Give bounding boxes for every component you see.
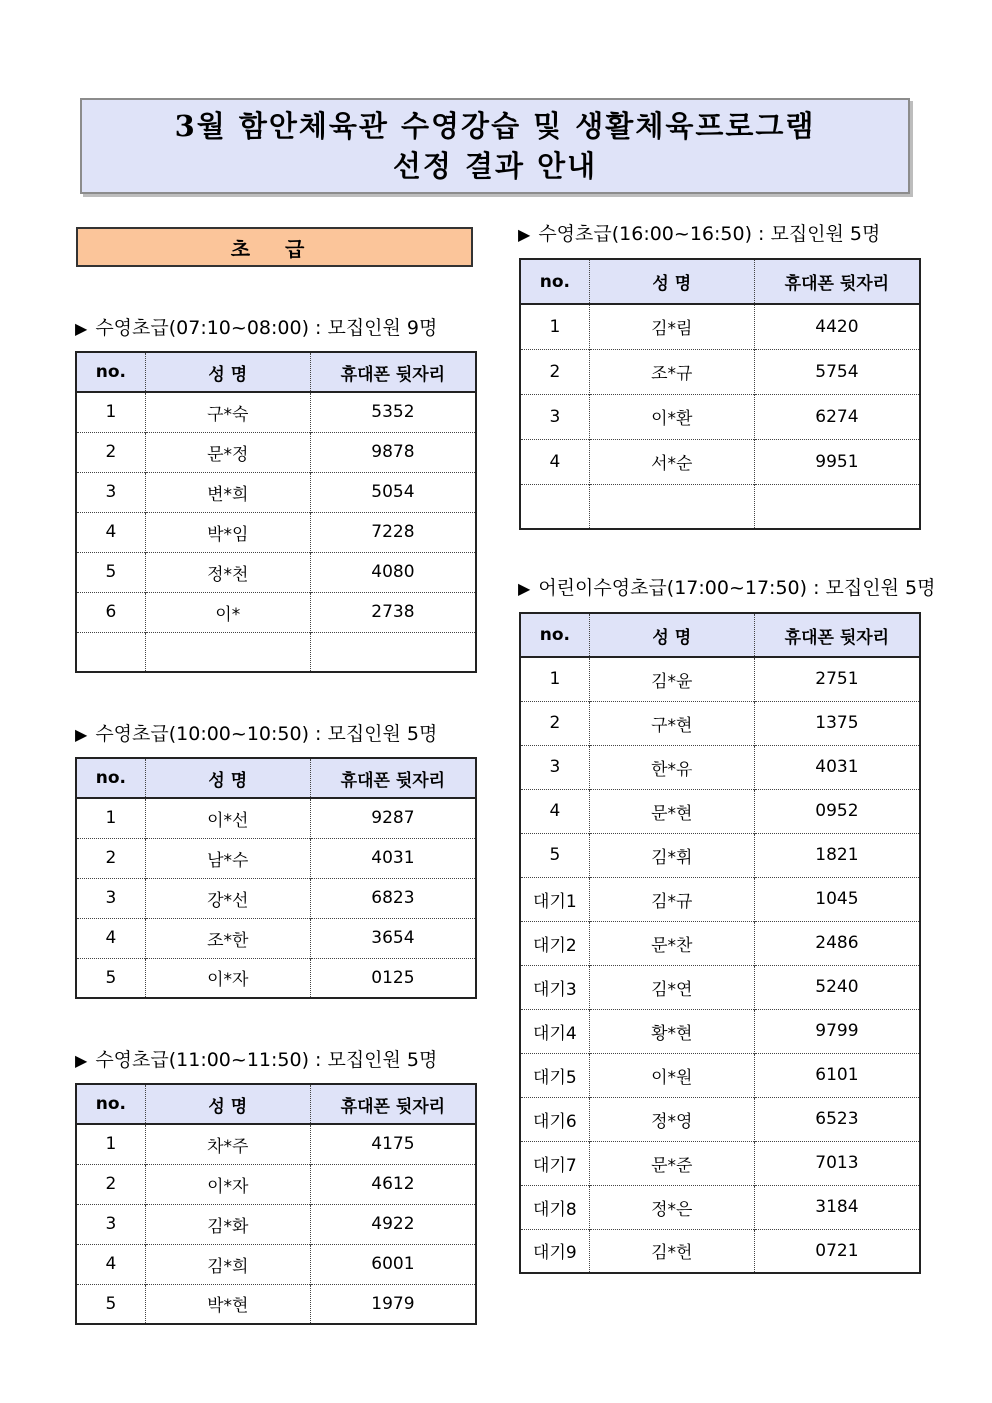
- cell-phone: 7013: [754, 1141, 920, 1185]
- cell-name: [589, 484, 754, 529]
- cell-no: 1: [105, 1134, 117, 1155]
- cell-name: 이*자: [145, 1164, 310, 1204]
- column-header-phone: 휴대폰 뒷자리: [754, 613, 920, 657]
- cell-name: 문*준: [589, 1141, 754, 1185]
- table-row: [520, 1185, 920, 1229]
- cell-phone: 5054: [310, 472, 476, 512]
- play-arrow-icon: ▶: [518, 579, 531, 598]
- table-row: [76, 798, 476, 838]
- column-header-name: 성 명: [589, 259, 754, 304]
- cell-name: 이*선: [145, 798, 310, 838]
- cell-phone: 4175: [310, 1124, 476, 1164]
- cell-name: 김*휘: [589, 833, 754, 877]
- table-row: [76, 1244, 476, 1284]
- column-header-name: 성 명: [145, 1084, 310, 1124]
- cell-name: 변*희: [145, 472, 310, 512]
- table-row: [76, 1204, 476, 1244]
- cell-name: 문*정: [145, 432, 310, 472]
- cell-phone: 6523: [754, 1097, 920, 1141]
- section-heading-text: 어린이수영초급(17:00~17:50) : 모집인원 5명: [538, 577, 936, 599]
- roster-table-4: [519, 258, 921, 530]
- cell-phone: 1375: [754, 701, 920, 745]
- column-header-no: no.: [520, 259, 589, 304]
- cell-name: 한*유: [589, 745, 754, 789]
- cell-name: 이*자: [145, 958, 310, 998]
- category-label: 초 급: [76, 227, 473, 267]
- cell-phone: 6823: [310, 878, 476, 918]
- cell-no: 2: [520, 701, 589, 745]
- cell-name: 이*원: [589, 1053, 754, 1097]
- table-row: [76, 512, 476, 552]
- table-row: [76, 392, 476, 432]
- table-row: [520, 1141, 920, 1185]
- table-row: [76, 958, 476, 998]
- table-row: [76, 1124, 476, 1164]
- table-row: [520, 304, 920, 349]
- cell-name: 김*화: [145, 1204, 310, 1244]
- table-row: [520, 877, 920, 921]
- cell-no: 1: [105, 402, 117, 423]
- column-header-phone: 휴대폰 뒷자리: [310, 758, 476, 798]
- cell-no: 3: [520, 745, 589, 789]
- cell-phone: 3184: [754, 1185, 920, 1229]
- cell-name: 서*순: [589, 439, 754, 484]
- column-header-phone: 휴대폰 뒷자리: [310, 352, 476, 392]
- cell-no: [520, 484, 589, 529]
- cell-no: 2: [76, 432, 145, 472]
- cell-phone: 6001: [310, 1244, 476, 1284]
- table-row: [76, 1284, 476, 1324]
- table-row: [520, 789, 920, 833]
- cell-phone: 0125: [310, 958, 476, 998]
- cell-phone: 4922: [310, 1204, 476, 1244]
- table-row: [520, 965, 920, 1009]
- cell-phone: 4420: [754, 304, 920, 349]
- table-row: [76, 878, 476, 918]
- cell-phone: 5352: [310, 392, 476, 432]
- cell-no: 4: [76, 1244, 145, 1284]
- cell-name: 이*환: [589, 394, 754, 439]
- section-heading-text: 수영초급(11:00~11:50) : 모집인원 5명: [95, 1049, 438, 1071]
- column-header-name: 성 명: [145, 352, 310, 392]
- cell-name: 박*현: [145, 1284, 310, 1324]
- column-header-no: no.: [520, 613, 589, 657]
- table-row: [520, 1009, 920, 1053]
- table-row: [520, 394, 920, 439]
- cell-no: 2: [520, 349, 589, 394]
- title-box: [80, 98, 910, 194]
- table-row: [76, 592, 476, 632]
- table-row: [520, 484, 920, 529]
- cell-no: 대기6: [520, 1097, 589, 1141]
- page-title-line-1: 3월 함안체육관 수영강습 및 생활체육프로그램: [174, 109, 816, 143]
- cell-phone: 7228: [310, 512, 476, 552]
- play-arrow-icon: ▶: [75, 319, 88, 338]
- column-header-name: 성 명: [589, 613, 754, 657]
- cell-phone: 9799: [754, 1009, 920, 1053]
- cell-phone: 4031: [310, 838, 476, 878]
- cell-phone: 2738: [310, 592, 476, 632]
- cell-phone: 9287: [310, 798, 476, 838]
- cell-phone: 5754: [754, 349, 920, 394]
- section-heading-5: [518, 573, 935, 600]
- cell-phone: 1821: [754, 833, 920, 877]
- section-heading-3: [75, 1045, 437, 1072]
- cell-no: [76, 632, 145, 672]
- cell-no: 대기3: [520, 965, 589, 1009]
- cell-name: 남*수: [145, 838, 310, 878]
- cell-name: [145, 632, 310, 672]
- cell-phone: 4031: [754, 745, 920, 789]
- roster-table-1: [75, 351, 477, 673]
- cell-no: 4: [76, 512, 145, 552]
- cell-name: 김*헌: [589, 1229, 754, 1273]
- cell-no: 2: [76, 838, 145, 878]
- table-row: [520, 439, 920, 484]
- table-row: [520, 921, 920, 965]
- cell-name: 정*천: [145, 552, 310, 592]
- column-header-phone: 휴대폰 뒷자리: [754, 259, 920, 304]
- cell-no: 4: [520, 789, 589, 833]
- section-heading-4: [518, 219, 880, 246]
- cell-no: 5: [76, 1284, 145, 1324]
- cell-name: 김*희: [145, 1244, 310, 1284]
- cell-no: 대기8: [520, 1185, 589, 1229]
- cell-no: 대기1: [520, 877, 589, 921]
- section-heading-text: 수영초급(07:10~08:00) : 모집인원 9명: [95, 317, 438, 339]
- cell-phone: [310, 632, 476, 672]
- cell-phone: 2486: [754, 921, 920, 965]
- table-header-row: [76, 352, 476, 392]
- roster-table-2: [75, 757, 477, 999]
- cell-no: 대기7: [520, 1141, 589, 1185]
- cell-name: 구*현: [589, 701, 754, 745]
- cell-name: 이*: [145, 592, 310, 632]
- cell-no: 대기9: [520, 1229, 589, 1273]
- cell-phone: 1045: [754, 877, 920, 921]
- cell-name: 문*찬: [589, 921, 754, 965]
- section-heading-text: 수영초급(16:00~16:50) : 모집인원 5명: [538, 223, 881, 245]
- cell-name: 김*규: [589, 877, 754, 921]
- table-row: [520, 1053, 920, 1097]
- cell-no: 3: [76, 472, 145, 512]
- cell-phone: 5240: [754, 965, 920, 1009]
- page-title-line-2: 선정 결과 안내: [392, 149, 598, 183]
- cell-phone: 6274: [754, 394, 920, 439]
- cell-no: 대기4: [520, 1009, 589, 1053]
- cell-no: 5: [520, 833, 589, 877]
- table-row: [520, 701, 920, 745]
- cell-phone: 3654: [310, 918, 476, 958]
- column-header-no: no.: [76, 352, 145, 392]
- cell-phone: 9951: [754, 439, 920, 484]
- cell-name: 정*은: [589, 1185, 754, 1229]
- table-row: [76, 632, 476, 672]
- cell-no: 2: [76, 1164, 145, 1204]
- table-header-row: [76, 1084, 476, 1124]
- cell-phone: 0952: [754, 789, 920, 833]
- cell-no: 1: [549, 316, 561, 337]
- cell-no: 1: [549, 669, 561, 690]
- cell-name: 정*영: [589, 1097, 754, 1141]
- table-row: [76, 432, 476, 472]
- cell-phone: 6101: [754, 1053, 920, 1097]
- cell-no: 4: [520, 439, 589, 484]
- table-row: [76, 838, 476, 878]
- table-row: [520, 657, 920, 701]
- table-row: [520, 349, 920, 394]
- column-header-no: no.: [76, 758, 145, 798]
- column-header-no: no.: [76, 1084, 145, 1124]
- table-row: [76, 918, 476, 958]
- section-heading-text: 수영초급(10:00~10:50) : 모집인원 5명: [95, 723, 438, 745]
- cell-phone: [754, 484, 920, 529]
- cell-phone: 4612: [310, 1164, 476, 1204]
- table-row: [520, 1229, 920, 1273]
- cell-no: 1: [105, 808, 117, 829]
- table-header-row: [76, 758, 476, 798]
- table-row: [520, 833, 920, 877]
- cell-no: 대기2: [520, 921, 589, 965]
- roster-table-3: [75, 1083, 477, 1325]
- cell-phone: 4080: [310, 552, 476, 592]
- cell-name: 구*숙: [145, 392, 310, 432]
- cell-no: 3: [76, 1204, 145, 1244]
- table-row: [76, 552, 476, 592]
- cell-name: 김*연: [589, 965, 754, 1009]
- cell-name: 박*임: [145, 512, 310, 552]
- cell-phone: 9878: [310, 432, 476, 472]
- section-heading-2: [75, 719, 437, 746]
- cell-name: 조*한: [145, 918, 310, 958]
- table-row: [520, 745, 920, 789]
- table-row: [520, 1097, 920, 1141]
- cell-no: 3: [520, 394, 589, 439]
- cell-phone: 2751: [754, 657, 920, 701]
- section-heading-1: [75, 313, 437, 340]
- cell-name: 조*규: [589, 349, 754, 394]
- cell-phone: 0721: [754, 1229, 920, 1273]
- cell-phone: 1979: [310, 1284, 476, 1324]
- column-header-phone: 휴대폰 뒷자리: [310, 1084, 476, 1124]
- cell-name: 문*현: [589, 789, 754, 833]
- cell-name: 김*림: [589, 304, 754, 349]
- cell-name: 김*윤: [589, 657, 754, 701]
- cell-name: 강*선: [145, 878, 310, 918]
- cell-name: 황*현: [589, 1009, 754, 1053]
- play-arrow-icon: ▶: [75, 725, 88, 744]
- table-row: [76, 472, 476, 512]
- play-arrow-icon: ▶: [518, 225, 531, 244]
- cell-no: 5: [76, 552, 145, 592]
- play-arrow-icon: ▶: [75, 1051, 88, 1070]
- column-header-name: 성 명: [145, 758, 310, 798]
- table-header-row: [520, 613, 920, 657]
- cell-no: 5: [76, 958, 145, 998]
- table-row: [76, 1164, 476, 1204]
- cell-no: 4: [76, 918, 145, 958]
- cell-no: 대기5: [520, 1053, 589, 1097]
- cell-name: 차*주: [145, 1124, 310, 1164]
- table-header-row: [520, 259, 920, 304]
- roster-table-5: [519, 612, 921, 1274]
- cell-no: 6: [76, 592, 145, 632]
- cell-no: 3: [76, 878, 145, 918]
